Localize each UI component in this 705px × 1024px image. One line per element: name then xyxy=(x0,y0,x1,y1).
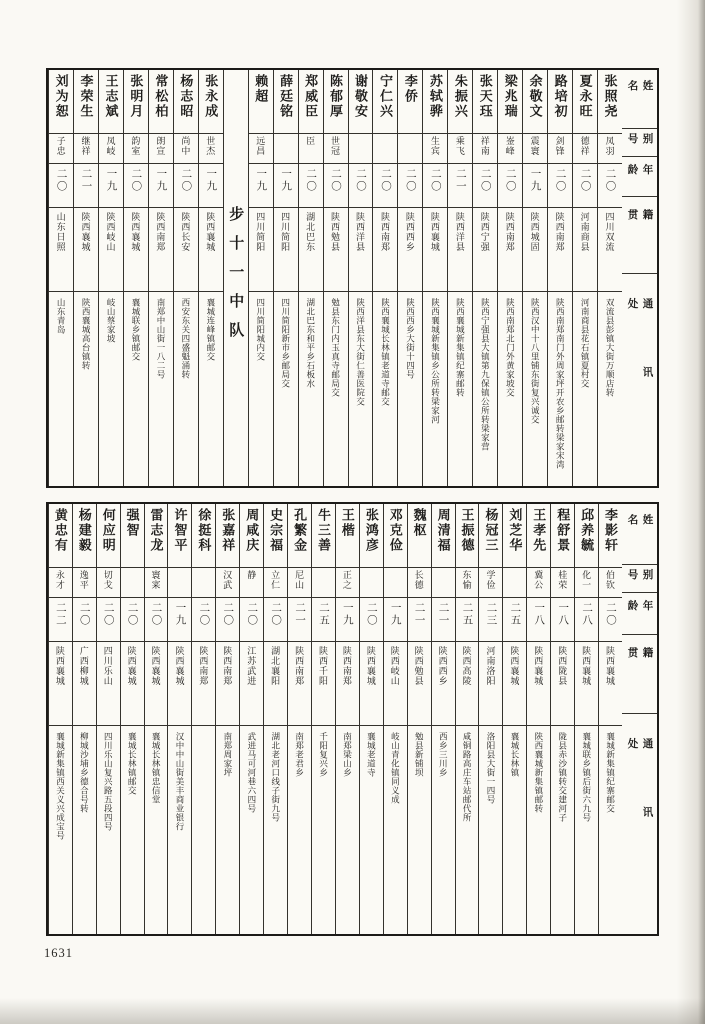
roster-entry xyxy=(48,504,72,934)
roster-entry xyxy=(522,70,547,486)
origin-cell: 陕西襄城 xyxy=(199,208,223,292)
roster-entry xyxy=(148,70,173,486)
origin-cell: 江苏武进 xyxy=(240,642,263,726)
roster-table-top xyxy=(46,68,659,488)
name-cell: 郑威臣 xyxy=(299,70,323,134)
roster-entry xyxy=(574,504,598,934)
column-header: 通讯处 xyxy=(626,298,653,436)
roster-entry xyxy=(311,504,335,934)
age-cell: 二〇 xyxy=(216,598,239,642)
name-cell: 强智 xyxy=(121,504,144,568)
age-cell: 二〇 xyxy=(423,164,447,208)
address-cell: 勉县新铺坝 xyxy=(414,732,425,777)
address-cell: 陕西襄城新集镇纪寨邮转 xyxy=(455,298,466,397)
address-cell: 西安东关四盛魁涌转 xyxy=(180,298,191,379)
alias-cell: 崟峰 xyxy=(498,134,522,164)
address-cell: 襄城长林镇忠信堂 xyxy=(151,732,162,804)
name-cell: 张照尧 xyxy=(598,70,622,134)
name-cell: 张永成 xyxy=(199,70,223,134)
address-cell: 四川简阳新市乡邮局交 xyxy=(280,298,291,388)
age-cell: 二〇 xyxy=(398,164,422,208)
address-cell: 南郑中山街一八二号 xyxy=(155,298,166,379)
origin-cell: 陕西襄城 xyxy=(49,642,72,726)
roster-entry xyxy=(248,70,273,486)
alias-cell: 桂荣 xyxy=(551,568,574,598)
page-number: 1631 xyxy=(44,946,73,960)
name-cell: 杨志昭 xyxy=(174,70,198,134)
age-cell: 一九 xyxy=(168,598,191,642)
origin-cell: 湖北襄阳 xyxy=(264,642,287,726)
roster-entry xyxy=(597,70,622,486)
roster-entry xyxy=(547,70,572,486)
age-cell: 二〇 xyxy=(121,598,144,642)
alias-cell: 寰宷 xyxy=(145,568,168,598)
alias-cell xyxy=(312,568,335,598)
roster-entry xyxy=(550,504,574,934)
name-cell: 谢敬安 xyxy=(349,70,373,134)
origin-cell: 陕西襄城 xyxy=(527,642,550,726)
origin-cell: 陕西襄城 xyxy=(503,642,526,726)
age-cell: 二一 xyxy=(432,598,455,642)
roster-entry xyxy=(335,504,359,934)
alias-cell: 德祥 xyxy=(573,134,597,164)
age-cell: 一八 xyxy=(527,598,550,642)
name-cell: 李侨 xyxy=(398,70,422,134)
origin-cell: 陕西南郑 xyxy=(548,208,572,292)
alias-cell: 正之 xyxy=(336,568,359,598)
origin-cell: 陕西南郑 xyxy=(373,208,397,292)
age-cell: 二一 xyxy=(74,164,98,208)
origin-cell: 陕西襄城 xyxy=(599,642,622,726)
name-cell: 何应明 xyxy=(97,504,120,568)
roster-entry xyxy=(198,70,223,486)
name-cell: 宁仁兴 xyxy=(373,70,397,134)
alias-cell xyxy=(503,568,526,598)
alias-cell: 静 xyxy=(240,568,263,598)
name-cell: 赖超 xyxy=(249,70,273,134)
address-cell: 陕西南郑北门外黄家坡交 xyxy=(505,298,516,397)
address-cell: 陇县赤沙镇转交建河子 xyxy=(557,732,568,822)
age-cell: 二〇 xyxy=(473,164,497,208)
origin-cell: 陕西勉县 xyxy=(408,642,431,726)
name-cell: 路培初 xyxy=(548,70,572,134)
origin-cell: 陕西长安 xyxy=(174,208,198,292)
origin-cell: 陕西洋县 xyxy=(349,208,373,292)
roster-entry xyxy=(263,504,287,934)
alias-cell: 学俭 xyxy=(479,568,502,598)
origin-cell: 四川简阳 xyxy=(249,208,273,292)
address-cell: 陕西南郑南门外周家坪开农乡邮转梁家宋湾 xyxy=(555,298,566,469)
name-cell: 常松柏 xyxy=(149,70,173,134)
origin-cell: 陕西陇县 xyxy=(551,642,574,726)
address-cell: 双流县彭镇大街万顺店转 xyxy=(605,298,616,397)
name-cell: 王志斌 xyxy=(99,70,123,134)
column-header: 姓名 xyxy=(622,504,657,565)
name-cell: 史宗福 xyxy=(264,504,287,568)
alias-cell: 化一 xyxy=(575,568,598,598)
age-cell: 二一 xyxy=(448,164,472,208)
column-header: 别号 xyxy=(622,565,657,594)
address-cell: 山东青岛 xyxy=(56,298,67,334)
roster-entry xyxy=(407,504,431,934)
scan-artifact-right-edge xyxy=(698,0,705,1024)
roster-entry xyxy=(359,504,383,934)
address-cell: 岐山蔡家坡 xyxy=(106,298,117,343)
origin-cell: 陕西高陵 xyxy=(456,642,479,726)
name-cell: 邱养毓 xyxy=(575,504,598,568)
name-cell: 陈郁厚 xyxy=(324,70,348,134)
alias-cell: 剑锋 xyxy=(548,134,572,164)
alias-cell: 生宾 xyxy=(423,134,447,164)
age-cell: 一九 xyxy=(99,164,123,208)
address-cell: 汉中中山街美丰商业银行 xyxy=(175,732,186,831)
origin-cell: 陕西襄城 xyxy=(124,208,148,292)
age-cell: 二〇 xyxy=(548,164,572,208)
column-header: 年龄 xyxy=(622,157,657,198)
address-cell: 洛阳县大街一四号 xyxy=(486,732,497,804)
address-cell: 咸铜路高庄车站邮代所 xyxy=(462,732,473,822)
address-cell: 陕西襄城新集镇乡公所转梁家河 xyxy=(430,298,441,424)
name-cell: 徐挺科 xyxy=(192,504,215,568)
roster-entry xyxy=(431,504,455,934)
unit-label: 步十一中队 xyxy=(227,205,244,351)
address-cell: 陕西襄城新集镇邮转 xyxy=(533,732,544,813)
age-cell: 二〇 xyxy=(324,164,348,208)
origin-cell: 陕西襄城 xyxy=(145,642,168,726)
name-cell: 雷志龙 xyxy=(145,504,168,568)
address-cell: 南郑梁山乡 xyxy=(342,732,353,777)
name-cell: 魏枢 xyxy=(408,504,431,568)
alias-cell: 长德 xyxy=(408,568,431,598)
age-cell: 二〇 xyxy=(349,164,373,208)
alias-cell: 世冠 xyxy=(324,134,348,164)
roster-entry xyxy=(323,70,348,486)
alias-cell: 尚中 xyxy=(174,134,198,164)
alias-cell xyxy=(398,134,422,164)
age-cell: 二〇 xyxy=(124,164,148,208)
header-column xyxy=(622,504,657,934)
name-cell: 杨建毅 xyxy=(73,504,96,568)
alias-cell: 逸平 xyxy=(73,568,96,598)
age-cell: 二八 xyxy=(575,598,598,642)
alias-cell xyxy=(432,568,455,598)
alias-cell xyxy=(121,568,144,598)
roster-entry xyxy=(397,70,422,486)
origin-cell: 河南商县 xyxy=(573,208,597,292)
alias-cell: 永才 xyxy=(49,568,72,598)
origin-cell: 湖北巴东 xyxy=(299,208,323,292)
alias-cell xyxy=(168,568,191,598)
origin-cell: 陕西襄城 xyxy=(360,642,383,726)
alias-cell: 凤羽 xyxy=(598,134,622,164)
age-cell: 一九 xyxy=(249,164,273,208)
age-cell: 二〇 xyxy=(192,598,215,642)
age-cell: 二五 xyxy=(312,598,335,642)
age-cell: 二〇 xyxy=(97,598,120,642)
alias-cell xyxy=(384,568,407,598)
age-cell: 一九 xyxy=(336,598,359,642)
name-cell: 余敬文 xyxy=(523,70,547,134)
name-cell: 王楷 xyxy=(336,504,359,568)
age-cell: 二〇 xyxy=(599,598,622,642)
alias-cell: 凤岐 xyxy=(99,134,123,164)
origin-cell: 陕西襄城 xyxy=(423,208,447,292)
address-cell: 襄城新集镇纪寨邮交 xyxy=(605,732,616,813)
address-cell: 陕西襄城高台镇转 xyxy=(81,298,92,370)
origin-cell: 陕西城固 xyxy=(523,208,547,292)
name-cell: 张明月 xyxy=(124,70,148,134)
alias-cell: 东愉 xyxy=(456,568,479,598)
header-column xyxy=(622,70,657,486)
address-cell: 四川乐山复兴路五段四号 xyxy=(103,732,114,831)
alias-cell: 切戈 xyxy=(97,568,120,598)
name-cell: 牛三善 xyxy=(312,504,335,568)
alias-cell: 祥南 xyxy=(473,134,497,164)
alias-cell xyxy=(373,134,397,164)
roster-entry xyxy=(455,504,479,934)
address-cell: 岐山青化镇同义成 xyxy=(390,732,401,804)
origin-cell: 陕西南郑 xyxy=(288,642,311,726)
age-cell: 二〇 xyxy=(73,598,96,642)
roster-entry xyxy=(478,504,502,934)
column-header: 通讯处 xyxy=(626,738,653,876)
origin-cell: 四川双流 xyxy=(598,208,622,292)
address-cell: 千阳复兴乡 xyxy=(318,732,329,777)
name-cell: 许智平 xyxy=(168,504,191,568)
origin-cell: 陕西南郑 xyxy=(149,208,173,292)
address-cell: 襄城新集镇西关义兴成宝号 xyxy=(55,732,66,840)
age-cell: 二三 xyxy=(479,598,502,642)
column-header: 年龄 xyxy=(622,593,657,635)
alias-cell: 子忠 xyxy=(49,134,73,164)
address-cell: 襄城联乡镇邮交 xyxy=(131,298,142,361)
age-cell: 二五 xyxy=(503,598,526,642)
address-cell: 陕西洋县东大街仁善医院交 xyxy=(355,298,366,406)
age-cell: 二〇 xyxy=(498,164,522,208)
age-cell: 一九 xyxy=(274,164,298,208)
address-cell: 西乡三川乡 xyxy=(438,732,449,777)
name-cell: 刘为恕 xyxy=(49,70,73,134)
age-cell: 二〇 xyxy=(145,598,168,642)
address-cell: 陕西西乡大街十四号 xyxy=(405,298,416,379)
roster-entry xyxy=(273,70,298,486)
alias-cell: 伯钦 xyxy=(599,568,622,598)
age-cell: 二二 xyxy=(49,598,72,642)
roster-entry xyxy=(572,70,597,486)
column-header: 别号 xyxy=(622,129,657,157)
roster-entry xyxy=(422,70,447,486)
name-cell: 张嘉祥 xyxy=(216,504,239,568)
address-cell: 陕西襄城长林镇老道寺邮交 xyxy=(380,298,391,406)
origin-cell: 陕西南郑 xyxy=(336,642,359,726)
address-cell: 南郑老君乡 xyxy=(294,732,305,777)
age-cell: 二〇 xyxy=(240,598,263,642)
roster-entry xyxy=(287,504,311,934)
age-cell: 二〇 xyxy=(264,598,287,642)
name-cell: 邓克俭 xyxy=(384,504,407,568)
address-cell: 南郑周家坪 xyxy=(222,732,233,777)
roster-entry xyxy=(98,70,123,486)
name-cell: 孔繁金 xyxy=(288,504,311,568)
origin-cell: 陕西襄城 xyxy=(121,642,144,726)
address-cell: 襄城长林镇邮交 xyxy=(127,732,138,795)
name-cell: 夏永旺 xyxy=(573,70,597,134)
name-cell: 张天珏 xyxy=(473,70,497,134)
roster-entry xyxy=(348,70,373,486)
roster-entry xyxy=(526,504,550,934)
address-cell: 武进马可河巷六四号 xyxy=(246,732,257,813)
name-cell: 周咸庆 xyxy=(240,504,263,568)
name-cell: 苏轼骅 xyxy=(423,70,447,134)
alias-cell: 继祥 xyxy=(74,134,98,164)
scan-artifact-bottom xyxy=(0,998,705,1024)
age-cell: 二〇 xyxy=(360,598,383,642)
unit-divider-column xyxy=(223,70,248,486)
origin-cell: 陕西千阳 xyxy=(312,642,335,726)
alias-cell: 世杰 xyxy=(199,134,223,164)
alias-cell xyxy=(274,134,298,164)
age-cell: 一九 xyxy=(199,164,223,208)
roster-entry xyxy=(598,504,622,934)
age-cell: 二〇 xyxy=(573,164,597,208)
address-cell xyxy=(192,726,215,934)
origin-cell: 山东日照 xyxy=(49,208,73,292)
address-cell: 襄城联乡镇后街六九号 xyxy=(581,732,592,822)
roster-entry xyxy=(191,504,215,934)
roster-entry xyxy=(48,70,73,486)
origin-cell: 陕西襄城 xyxy=(74,208,98,292)
alias-cell: 远昌 xyxy=(249,134,273,164)
roster-entry xyxy=(497,70,522,486)
roster-entry xyxy=(144,504,168,934)
address-cell: 柳城沙埔乡德合号转 xyxy=(79,732,90,813)
age-cell: 二〇 xyxy=(49,164,73,208)
roster-entry xyxy=(173,70,198,486)
origin-cell: 陕西南郑 xyxy=(498,208,522,292)
name-cell: 黄忠有 xyxy=(49,504,72,568)
address-cell: 襄城长林镇 xyxy=(509,732,520,777)
name-cell: 朱振兴 xyxy=(448,70,472,134)
roster-entry xyxy=(215,504,239,934)
roster-entry xyxy=(502,504,526,934)
roster-entry xyxy=(472,70,497,486)
name-cell: 张鸿彦 xyxy=(360,504,383,568)
age-cell: 二〇 xyxy=(373,164,397,208)
roster-entry xyxy=(123,70,148,486)
alias-cell: 震寰 xyxy=(523,134,547,164)
alias-cell: 汉武 xyxy=(216,568,239,598)
origin-cell: 陕西西乡 xyxy=(398,208,422,292)
name-cell: 薛廷铭 xyxy=(274,70,298,134)
roster-entry xyxy=(167,504,191,934)
name-cell: 王振德 xyxy=(456,504,479,568)
column-header: 姓名 xyxy=(622,70,657,129)
roster-entry xyxy=(447,70,472,486)
alias-cell: 臣 xyxy=(299,134,323,164)
address-cell: 湖北老河口线子街九号 xyxy=(270,732,281,822)
column-header: 籍贯 xyxy=(622,197,657,274)
address-cell: 襄城连峰镇邮交 xyxy=(205,298,216,361)
roster-entry xyxy=(73,70,98,486)
alias-cell: 乘飞 xyxy=(448,134,472,164)
alias-cell: 立仁 xyxy=(264,568,287,598)
alias-cell xyxy=(349,134,373,164)
age-cell: 二〇 xyxy=(598,164,622,208)
roster-entry xyxy=(96,504,120,934)
roster-entry xyxy=(239,504,263,934)
age-cell: 二一 xyxy=(408,598,431,642)
roster-entry xyxy=(72,504,96,934)
origin-cell: 陕西襄城 xyxy=(168,642,191,726)
roster-entry xyxy=(372,70,397,486)
origin-cell: 河南洛阳 xyxy=(479,642,502,726)
roster-entry xyxy=(298,70,323,486)
roster-entry xyxy=(120,504,144,934)
alias-cell: 韵室 xyxy=(124,134,148,164)
address-cell: 河南商县花石镇夏村交 xyxy=(580,298,591,388)
alias-cell: 朗宣 xyxy=(149,134,173,164)
name-cell: 李荣生 xyxy=(74,70,98,134)
address-cell: 湖北巴东和平乡石板水 xyxy=(305,298,316,388)
origin-cell: 陕西岐山 xyxy=(384,642,407,726)
name-cell: 王孝先 xyxy=(527,504,550,568)
origin-cell: 四川乐山 xyxy=(97,642,120,726)
origin-cell: 陕西南郑 xyxy=(216,642,239,726)
age-cell: 一八 xyxy=(551,598,574,642)
age-cell: 一九 xyxy=(149,164,173,208)
name-cell: 刘芝华 xyxy=(503,504,526,568)
address-cell: 陕西宁强县大镇第九保镇公所转梁家营 xyxy=(480,298,491,451)
origin-cell: 陕西岐山 xyxy=(99,208,123,292)
origin-cell: 陕西宁强 xyxy=(473,208,497,292)
origin-cell: 陕西洋县 xyxy=(448,208,472,292)
column-header: 籍贯 xyxy=(622,635,657,714)
age-cell: 二五 xyxy=(456,598,479,642)
address-cell: 襄城老道寺 xyxy=(366,732,377,777)
roster-entry xyxy=(383,504,407,934)
origin-cell: 陕西西乡 xyxy=(432,642,455,726)
alias-cell xyxy=(192,568,215,598)
origin-cell: 广西柳城 xyxy=(73,642,96,726)
origin-cell: 陕西襄城 xyxy=(575,642,598,726)
origin-cell: 陕西勉县 xyxy=(324,208,348,292)
address-cell: 陕西汉中十八里铺东街复兴诚交 xyxy=(530,298,541,424)
alias-cell: 尼山 xyxy=(288,568,311,598)
alias-cell xyxy=(360,568,383,598)
roster-table-bottom xyxy=(46,502,659,936)
age-cell: 二〇 xyxy=(174,164,198,208)
name-cell: 梁兆瑞 xyxy=(498,70,522,134)
age-cell: 一九 xyxy=(384,598,407,642)
alias-cell: 冀公 xyxy=(527,568,550,598)
age-cell: 一九 xyxy=(523,164,547,208)
origin-cell: 四川简阳 xyxy=(274,208,298,292)
name-cell: 程舒景 xyxy=(551,504,574,568)
name-cell: 周清福 xyxy=(432,504,455,568)
age-cell: 二一 xyxy=(288,598,311,642)
name-cell: 杨冠三 xyxy=(479,504,502,568)
address-cell: 四川简阳城内交 xyxy=(255,298,266,361)
address-cell: 勉县东门内玉真寺邮局交 xyxy=(330,298,341,397)
origin-cell: 陕西南郑 xyxy=(192,642,215,726)
age-cell: 二〇 xyxy=(299,164,323,208)
name-cell: 李影轩 xyxy=(599,504,622,568)
